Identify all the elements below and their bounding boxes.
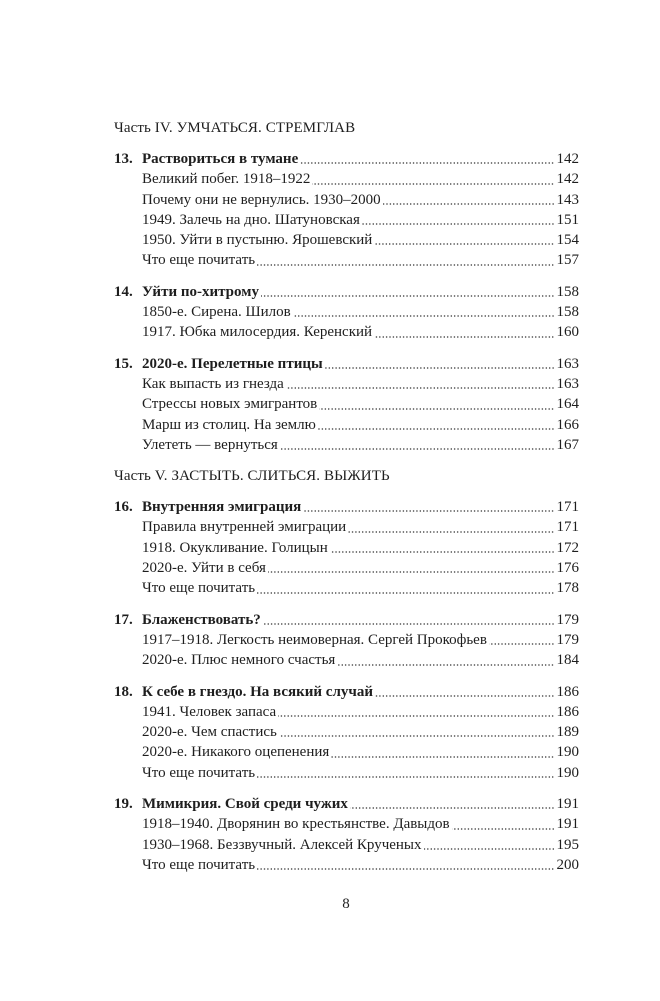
dot-leader <box>348 531 554 533</box>
page-ref: 164 <box>556 396 579 413</box>
subsection-title: 1950. Уйти в пустыню. Ярошевский <box>142 232 373 249</box>
page-ref: 178 <box>556 580 579 597</box>
subsection-entry[interactable] <box>114 835 579 855</box>
page-ref: 142 <box>556 151 579 167</box>
page-ref: 184 <box>556 652 579 669</box>
page-ref: 166 <box>556 416 579 433</box>
page-ref: 172 <box>556 539 579 556</box>
part-heading: Часть V. ЗАСТЫТЬ. СЛИТЬСЯ. ВЫЖИТЬ <box>114 468 390 485</box>
dot-leader <box>286 387 555 389</box>
dot-leader <box>383 203 555 205</box>
chapter-number: 17. <box>114 611 133 628</box>
subsection-entry[interactable] <box>114 722 579 742</box>
subsection-entry[interactable] <box>114 210 579 230</box>
dot-leader <box>337 664 554 666</box>
page-ref: 171 <box>556 519 579 536</box>
subsection-title: 1918–1940. Дворянин во крестьянстве. Давыдов <box>142 816 450 833</box>
subsection-title: 1917. Юбка милосердия. Керенский <box>142 324 373 341</box>
chapter-entry[interactable] <box>114 354 579 374</box>
page-ref: 190 <box>556 764 579 781</box>
subsection-entry[interactable] <box>114 415 579 435</box>
subsection-entry[interactable] <box>114 250 579 270</box>
chapter-entry[interactable] <box>114 149 579 169</box>
chapter-section <box>114 610 579 671</box>
dot-leader <box>350 807 555 809</box>
chapter-entry[interactable] <box>114 794 579 814</box>
subsection-title: Великий побег. 1918–1922 <box>142 171 311 188</box>
subsection-title: Стрессы новых эмигрантов <box>142 396 318 413</box>
dot-leader <box>257 264 554 266</box>
subsection-entry[interactable] <box>114 650 579 670</box>
subsection-title: 1930–1968. Беззвучный. Алексей Крученых <box>142 836 422 853</box>
chapter-entry[interactable] <box>114 282 579 302</box>
page-ref: 167 <box>556 436 579 453</box>
dot-leader <box>330 551 555 553</box>
subsection-title: 2020-е. Плюс немного счастья <box>142 652 336 669</box>
chapter-number: 13. <box>114 151 133 167</box>
part-heading: Часть IV. УМЧАТЬСЯ. СТРЕМГЛАВ <box>114 120 356 136</box>
page-ref: 190 <box>556 744 579 761</box>
dot-leader <box>261 295 555 297</box>
page-ref: 189 <box>556 724 579 741</box>
chapter-section <box>114 794 579 875</box>
subsection-entry[interactable] <box>114 742 579 762</box>
page-ref: 151 <box>556 211 579 228</box>
dot-leader <box>424 848 555 850</box>
dot-leader <box>278 715 554 717</box>
subsection-title: Почему они не вернулись. 1930–2000 <box>142 191 381 208</box>
chapter-title: Внутренняя эмиграция <box>142 499 302 516</box>
subsection-title: Улететь — вернуться <box>142 436 278 453</box>
dot-leader <box>331 756 554 758</box>
chapter-entry[interactable] <box>114 497 579 517</box>
subsection-title: Как выпасть из гнезда <box>142 375 284 392</box>
chapter-section <box>114 354 579 455</box>
subsection-entry[interactable] <box>114 302 579 322</box>
chapter-number: 18. <box>114 683 133 700</box>
subsection-title: Что еще почитать <box>142 764 256 781</box>
subsection-entry[interactable] <box>114 435 579 455</box>
page-ref: 186 <box>556 683 579 700</box>
subsection-entry[interactable] <box>114 578 579 598</box>
dot-leader <box>375 695 555 697</box>
dot-leader <box>268 571 555 573</box>
chapter-title: Блаженствовать? <box>142 611 261 628</box>
subsection-entry[interactable] <box>114 763 579 783</box>
chapter-section <box>114 282 579 343</box>
page-ref: 179 <box>556 611 579 628</box>
table-of-contents <box>114 118 579 886</box>
subsection-entry[interactable] <box>114 814 579 834</box>
page-ref: 171 <box>556 499 579 516</box>
dot-leader <box>303 510 554 512</box>
page-ref: 191 <box>556 816 579 833</box>
page-ref: 195 <box>556 836 579 853</box>
subsection-entry[interactable] <box>114 855 579 875</box>
chapter-title: К себе в гнездо. На всякий случай <box>142 683 373 700</box>
chapter-title: Мимикрия. Свой среди чужих <box>142 796 348 813</box>
page-ref: 158 <box>556 304 579 321</box>
dot-leader <box>489 643 555 645</box>
page-ref: 191 <box>556 796 579 813</box>
subsection-title: 2020-е. Уйти в себя <box>142 560 266 577</box>
page-ref: 157 <box>556 252 579 269</box>
subsection-title: 1941. Человек запаса <box>142 703 277 720</box>
chapter-section <box>114 682 579 783</box>
dot-leader <box>374 243 554 245</box>
subsection-title: Что еще почитать <box>142 252 256 269</box>
chapter-section <box>114 149 579 271</box>
subsection-entry[interactable] <box>114 230 579 250</box>
dot-leader <box>257 776 554 778</box>
page-ref: 186 <box>556 703 579 720</box>
chapter-number: 14. <box>114 283 133 300</box>
dot-leader <box>257 592 554 594</box>
subsection-entry[interactable] <box>114 374 579 394</box>
subsection-entry[interactable] <box>114 538 579 558</box>
dot-leader <box>452 828 555 830</box>
page-ref: 163 <box>556 355 579 372</box>
dot-leader <box>293 315 555 317</box>
dot-leader <box>312 183 554 185</box>
chapter-section <box>114 497 579 598</box>
dot-leader <box>318 428 555 430</box>
subsection-entry[interactable] <box>114 394 579 414</box>
page-ref: 176 <box>556 560 579 577</box>
chapter-title: Уйти по-хитрому <box>142 283 259 300</box>
subsection-entry[interactable] <box>114 169 579 189</box>
subsection-entry[interactable] <box>114 190 579 210</box>
page-ref: 142 <box>556 171 579 188</box>
page-ref: 163 <box>556 375 579 392</box>
page-ref: 200 <box>556 856 579 873</box>
subsection-title: 1917–1918. Легкость неимоверная. Сергей Прокофьев <box>142 631 487 648</box>
subsection-entry[interactable] <box>114 630 579 650</box>
chapter-entry[interactable] <box>114 610 579 630</box>
chapter-entry[interactable] <box>114 682 579 702</box>
dot-leader <box>257 868 554 870</box>
chapter-title: 2020-е. Перелетные птицы <box>142 355 323 372</box>
page-ref: 158 <box>556 283 579 300</box>
dot-leader <box>300 162 554 164</box>
chapter-number: 15. <box>114 355 133 372</box>
dot-leader <box>362 223 555 225</box>
subsection-title: 1949. Залечь на дно. Шатуновская <box>142 211 360 228</box>
subsection-title: 1918. Окукливание. Голицын <box>142 539 328 556</box>
dot-leader <box>374 336 554 338</box>
subsection-entry[interactable] <box>114 702 579 722</box>
dot-leader <box>280 448 555 450</box>
page-ref: 143 <box>556 191 579 208</box>
subsection-title: Марш из столиц. На землю <box>142 416 316 433</box>
chapter-number: 19. <box>114 796 133 813</box>
page-number: 8 <box>342 896 350 912</box>
subsection-title: Что еще почитать <box>142 580 256 597</box>
subsection-entry[interactable] <box>114 558 579 578</box>
dot-leader <box>279 735 555 737</box>
page-ref: 154 <box>556 232 579 249</box>
page-ref: 179 <box>556 631 579 648</box>
chapter-title: Раствориться в тумане <box>142 151 299 167</box>
chapter-number: 16. <box>114 499 133 516</box>
subsection-title: Что еще почитать <box>142 856 256 873</box>
page-ref: 160 <box>556 324 579 341</box>
subsection-entry[interactable] <box>114 517 579 537</box>
dot-leader <box>325 367 555 369</box>
subsection-title: 2020-е. Никакого оцепенения <box>142 744 330 761</box>
subsection-entry[interactable] <box>114 322 579 342</box>
dot-leader <box>319 408 554 410</box>
dot-leader <box>263 623 555 625</box>
subsection-title: Правила внутренней эмиграции <box>142 519 347 536</box>
subsection-title: 1850-е. Сирена. Шилов <box>142 304 291 321</box>
subsection-title: 2020-е. Чем спастись <box>142 724 277 741</box>
